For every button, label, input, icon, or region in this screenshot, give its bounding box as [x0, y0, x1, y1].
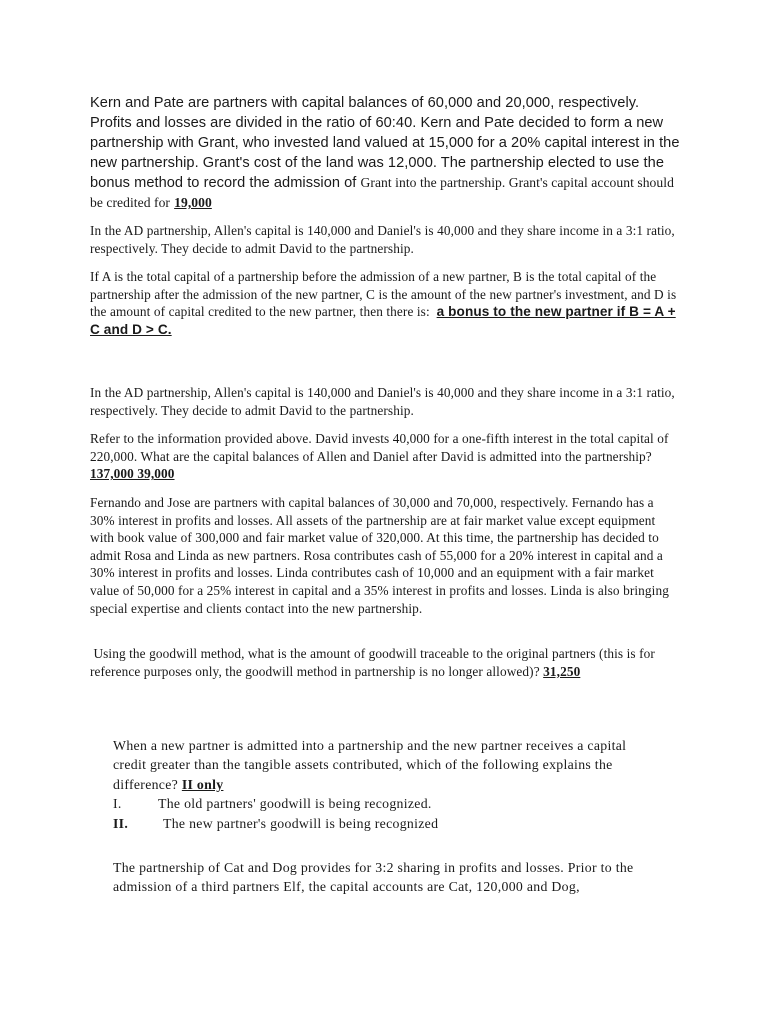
- option-i-text: The old partners' goodwill is being recognized.: [158, 796, 432, 812]
- answer-david-admission: 137,000 39,000: [90, 466, 175, 482]
- question-ad-partnership-repeat-text: In the AD partnership, Allen's capital is 140,000 and Daniel's is 40,000 and they share income in a 3:1 ratio, respectively. They decide to admit David to the partnership.: [90, 385, 675, 418]
- option-ii-text: The new partner's goodwill is being recognized: [163, 815, 439, 831]
- question-kern-pate-text-cont: Grant into the partnership. Grant's capital account should be credited for: [90, 175, 674, 210]
- answer-kern-pate: 19,000: [174, 195, 212, 210]
- option-i: [113, 794, 658, 813]
- question-ad-partnership-repeat: [90, 384, 680, 419]
- question-goodwill-method: [90, 645, 680, 680]
- question-bonus-definition: [90, 268, 680, 338]
- answer-new-partner-credit: II only: [181, 776, 224, 792]
- question-david-admission: [90, 430, 680, 483]
- answer-bonus-definition: a bonus to the new partner if B = A + C and D > C.: [90, 304, 676, 337]
- question-kern-pate-text: Kern and Pate are partners with capital balances of 60,000 and 20,000, respectively. Profits and losses are divided in the ratio of 60:40. Kern and Pate decided to form a new partnership with Grant, who invested land valued at 15,000 for a 20% capital interest in the new partnership. Grant's cost of the land was 12,000. The partnership elected to use the bonus method to record the admission of: [90, 95, 680, 191]
- question-ad-partnership-text: In the AD partnership, Allen's capital is 140,000 and Daniel's is 40,000 and they share income in a 3:1 ratio, respectively. They decide to admit David to the partnership.: [90, 223, 675, 256]
- option-i-number: I.: [113, 796, 122, 812]
- question-cat-dog: [113, 858, 663, 897]
- question-new-partner-credit-text: When a new partner is admitted into a partnership and the new partner receives a capital credit greater than the tangible assets contributed, which of the following explains the difference?: [113, 738, 627, 792]
- question-fernando-jose: [90, 494, 680, 617]
- question-ad-partnership: [90, 222, 680, 257]
- question-new-partner-credit-body: [113, 736, 658, 794]
- question-fernando-jose-text: Fernando and Jose are partners with capital balances of 30,000 and 70,000, respectively. Fernando has a 30% interest in profits and losses. All assets of the partnership are at fair market value except equipment with book value of 300,000 and fair market value of 320,000. At this time, the partnership has decided to admit Rosa and Linda as new partners. Rosa contributes cash of 55,000 for a 20% interest in capital and a 30% interest in profits and losses. Linda contributes cash of 10,000 and an equipment with a fair market value of 50,000 for a 25% interest in capital and a 35% interest in profits and losses. Linda is also bringing special expertise and clients contact into the new partnership.: [90, 495, 669, 616]
- option-ii-number: II.: [113, 815, 129, 831]
- question-bonus-definition-text: If A is the total capital of a partnership before the admission of a new partner, B is the total capital of the partnership after the admission of the new partner, C is the amount of the new partner's investment, and D is the amount of capital credited to the new partner, then there is:: [90, 269, 677, 320]
- option-ii: [113, 814, 658, 833]
- answer-goodwill-method: 31,250: [543, 663, 581, 679]
- question-goodwill-method-text: Using the goodwill method, what is the amount of goodwill traceable to the original partners (this is for reference purposes only, the goodwill method in partnership is no longer allowed)?: [90, 646, 655, 679]
- question-new-partner-credit: [113, 736, 658, 833]
- question-cat-dog-text: The partnership of Cat and Dog provides for 3:2 sharing in profits and losses. Prior to the admission of a third partners Elf, the capital accounts are Cat, 120,000 and Dog,: [113, 860, 634, 895]
- question-david-admission-text: Refer to the information provided above. David invests 40,000 for a one-fifth interest in the total capital of 220,000. What are the capital balances of Allen and Daniel after David is admitted into the partnership?: [90, 431, 669, 464]
- question-kern-pate: [90, 93, 680, 213]
